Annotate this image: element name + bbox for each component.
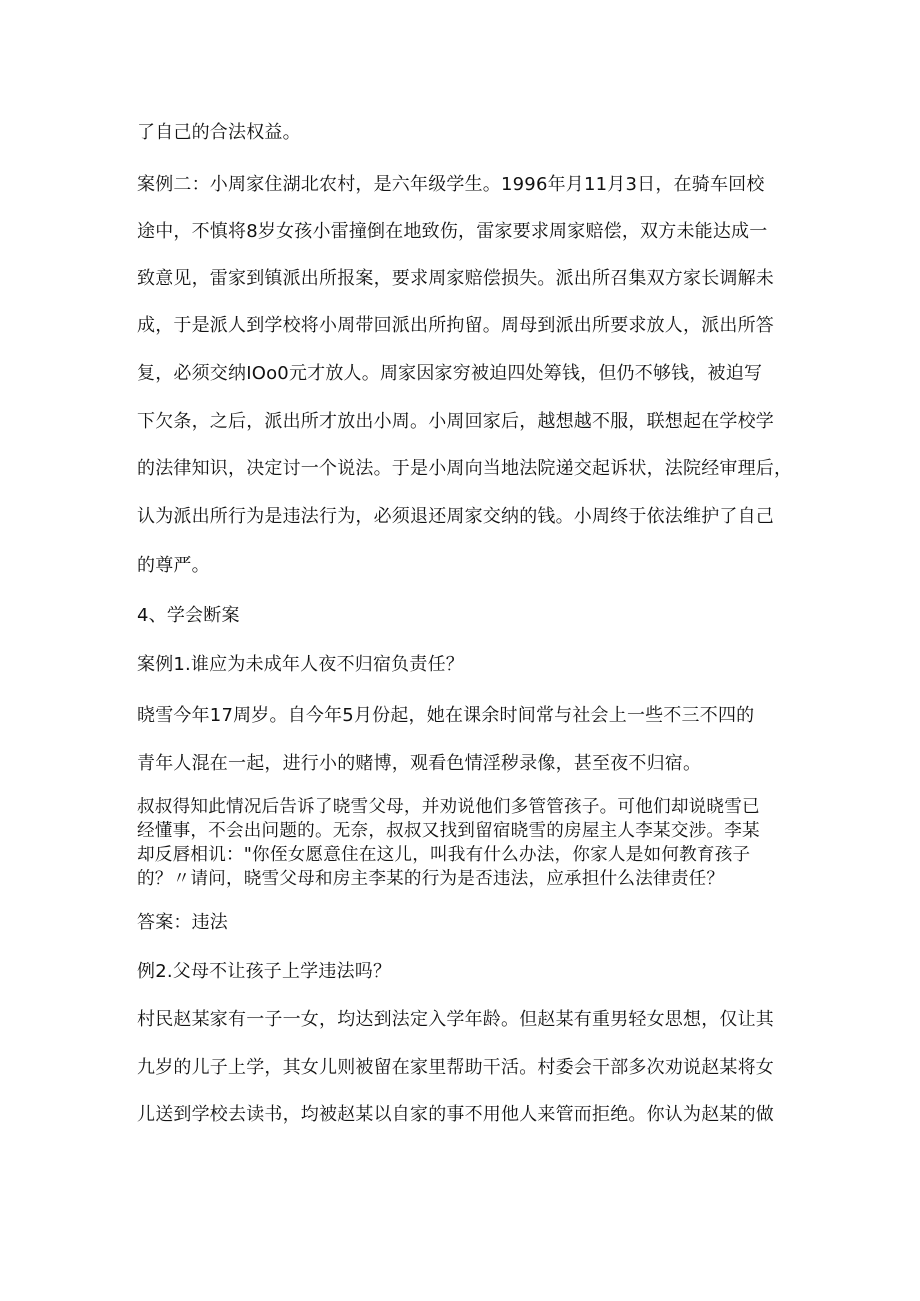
text-line: 致意见，雷家到镇派出所报案，要求周家赔偿损失。派出所召集双方家长调解未 — [137, 268, 774, 289]
text-line: 的尊严。 — [137, 555, 210, 576]
text-line: 了自己的合法权益。 — [137, 122, 301, 143]
answer-line: 答案：违法 — [137, 912, 228, 933]
text-line: 村民赵某家有一子一女，均达到法定入学年龄。但赵某有重男轻女思想，仅让其 — [137, 1009, 774, 1030]
text-line: 的？〃请问，晓雪父母和房主李某的行为是否违法，应承担什么法律责任？ — [137, 869, 725, 889]
text-line: 晓雪今年17周岁。自今年5月份起，她在课余时间常与社会上一些不三不四的 — [137, 705, 755, 726]
case-title: 案例1.谁应为未成年人夜不归宿负责任？ — [137, 654, 464, 675]
text-line: 叔叔得知此情况后告诉了晓雪父母，并劝说他们多管管孩子。可他们却说晓雪已 — [137, 797, 760, 817]
text-line: 儿送到学校去读书，均被赵某以自家的事不用他人来管而拒绝。你认为赵某的做 — [137, 1104, 774, 1125]
case-title: 例2.父母不让孩子上学违法吗？ — [137, 961, 392, 982]
text-line: 认为派出所行为是违法行为，必须退还周家交纳的钱。小周终于依法维护了自己 — [137, 506, 774, 527]
text-line: 的法律知识，决定讨一个说法。于是小周向当地法院递交起诉状，法院经审理后， — [137, 458, 793, 479]
text-line: 案例二：小周家住湖北农村，是六年级学生。1996年月11月3日，在骑车回校 — [137, 174, 765, 195]
text-line: 却反唇相讥："你侄女愿意住在这儿，叫我有什么办法，你家人是如何教育孩子 — [137, 845, 751, 865]
text-line: 九岁的儿子上学，其女儿则被留在家里帮助干活。村委会干部多次劝说赵某将女 — [137, 1057, 774, 1078]
text-line: 青年人混在一起，进行小的赌博，观看色情淫秽录像，甚至夜不归宿。 — [137, 753, 702, 774]
text-line: 复，必须交纳IOo0元才放人。周家因家穷被迫四处筹钱，但仍不够钱，被迫写 — [137, 363, 763, 384]
text-line: 成，于是派人到学校将小周带回派出所拘留。周母到派出所要求放人，派出所答 — [137, 315, 774, 336]
text-line: 经懂事，不会出问题的。无奈，叔叔又找到留宿晓雪的房屋主人李某交涉。李某 — [137, 821, 760, 841]
text-line: 途中，不慎将8岁女孩小雷撞倒在地致伤，雷家要求周家赔偿，双方未能达成一 — [137, 221, 768, 242]
text-line: 下欠条，之后，派出所才放出小周。小周回家后，越想越不服，联想起在学校学 — [137, 411, 774, 432]
section-heading: 4、学会断案 — [137, 605, 240, 626]
